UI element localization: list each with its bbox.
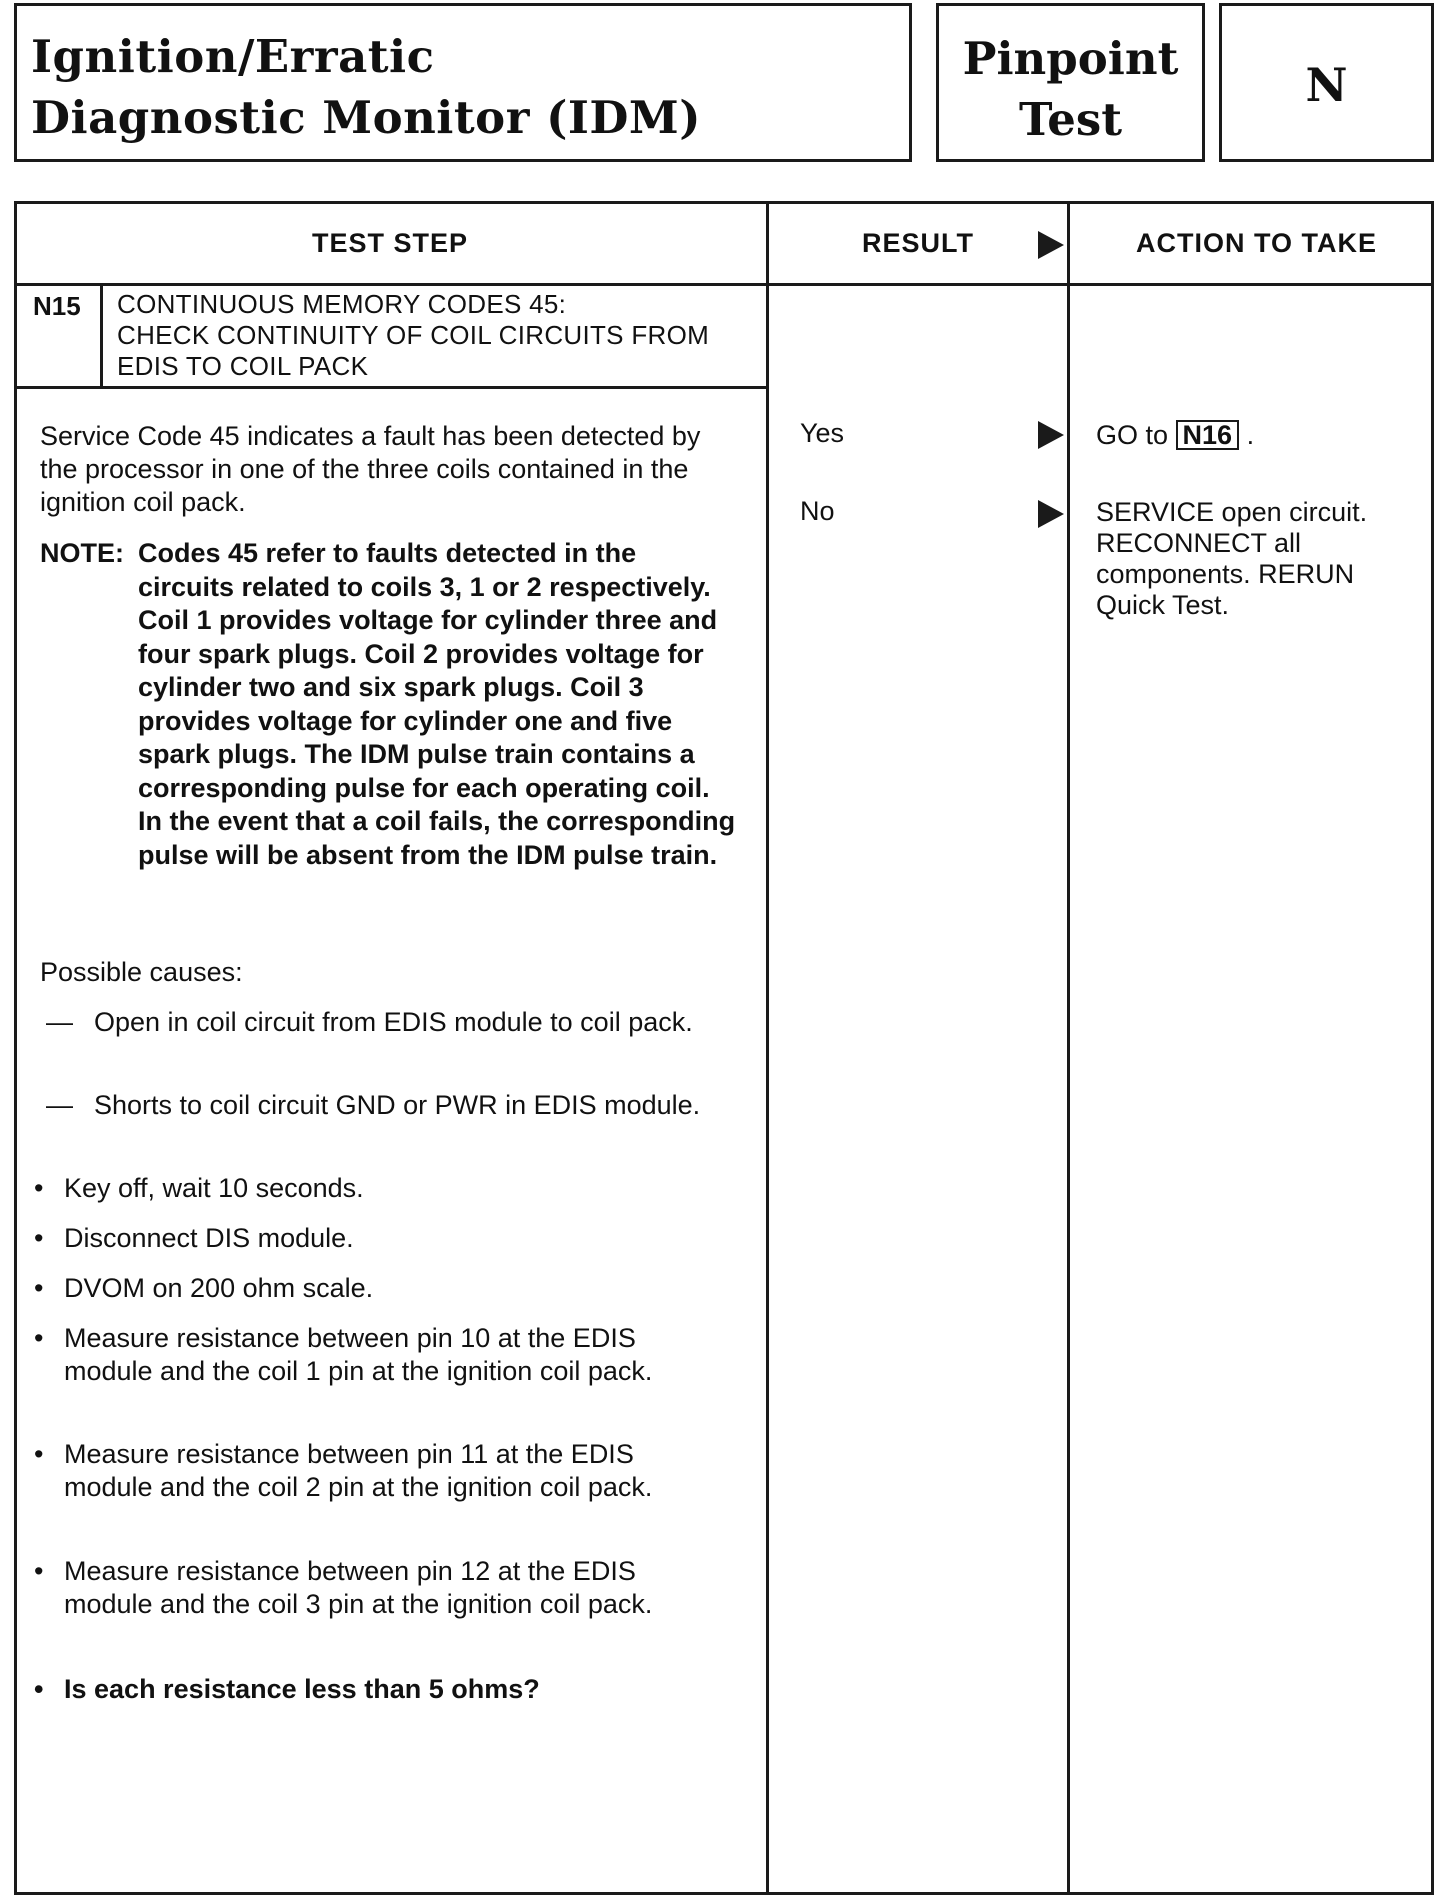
result-yes-arrow-icon bbox=[1038, 421, 1064, 449]
title-box bbox=[14, 3, 912, 162]
procedure-text: DVOM on 200 ohm scale. bbox=[64, 1273, 374, 1303]
possible-causes-label: Possible causes: bbox=[40, 957, 243, 987]
step-title-line-2: CHECK CONTINUITY OF COIL CIRCUITS FROM bbox=[117, 320, 710, 350]
column-header-result: RESULT bbox=[862, 228, 974, 258]
column-header-action: ACTION TO TAKE bbox=[1136, 228, 1377, 258]
step-reference-link[interactable]: N16 bbox=[1176, 420, 1240, 450]
result-no: No bbox=[800, 496, 835, 526]
result-yes: Yes bbox=[800, 418, 845, 448]
bullet-marker: • bbox=[34, 1223, 44, 1253]
question-text: Is each resistance less than 5 ohms? bbox=[64, 1674, 540, 1704]
pinpoint-test-box bbox=[936, 3, 1205, 162]
procedure-text: Measure resistance between pin 11 at the EDIS module and the coil 2 pin at the ignition coil pack. bbox=[64, 1439, 653, 1502]
procedure-text: Measure resistance between pin 10 at the EDIS module and the coil 1 pin at the ignition coil pack. bbox=[64, 1323, 653, 1386]
step-intro-paragraph: Service Code 45 indicates a fault has been detected by the processor in one of the three coils contained in the ignition coil pack. bbox=[40, 421, 701, 517]
page-title bbox=[31, 26, 701, 148]
bullet-marker: • bbox=[34, 1674, 44, 1704]
result-no-arrow-icon bbox=[1038, 500, 1064, 528]
step-title-line-1: CONTINUOUS MEMORY CODES 45: bbox=[117, 289, 567, 319]
action-yes bbox=[1096, 420, 1416, 451]
test-letter-box bbox=[1219, 3, 1434, 162]
column-header-test-step: TEST STEP bbox=[312, 228, 469, 258]
step-title bbox=[117, 289, 709, 382]
test-letter: N bbox=[1305, 58, 1348, 112]
cause-text: Shorts to coil circuit GND or PWR in EDIS module. bbox=[94, 1090, 701, 1120]
title-line-2: Diagnostic Monitor (IDM) bbox=[31, 91, 702, 144]
step-title-bottom-line bbox=[14, 386, 769, 389]
action-no: SERVICE open circuit. RECONNECT all components. RERUN Quick Test. bbox=[1096, 497, 1368, 620]
column-divider-result bbox=[766, 201, 769, 1895]
test-label: Test bbox=[1018, 93, 1123, 146]
bullet-marker: • bbox=[34, 1556, 44, 1586]
action-go-to-text: GO to bbox=[1096, 420, 1169, 450]
column-divider-action bbox=[1067, 201, 1070, 1895]
action-period: . bbox=[1246, 420, 1255, 450]
procedure-text: Measure resistance between pin 12 at the EDIS module and the coil 3 pin at the ignition coil pack. bbox=[64, 1556, 653, 1619]
result-arrow-icon bbox=[1038, 231, 1064, 259]
dash-marker: — bbox=[46, 1007, 73, 1037]
step-id-divider bbox=[100, 283, 103, 388]
procedure-text: Key off, wait 10 seconds. bbox=[64, 1173, 364, 1203]
bullet-marker: • bbox=[34, 1323, 44, 1353]
bullet-marker: • bbox=[34, 1439, 44, 1469]
procedure-text: Disconnect DIS module. bbox=[64, 1223, 354, 1253]
step-id: N15 bbox=[33, 291, 81, 321]
bullet-marker: • bbox=[34, 1273, 44, 1303]
pinpoint-label: Pinpoint bbox=[962, 32, 1179, 85]
note-label: NOTE: bbox=[40, 538, 124, 568]
note-text: Codes 45 refer to faults detected in the circuits related to coils 3, 1 or 2 respectively. Coil 1 provides voltage for cylinder three and four spark plugs. Coil 2 provides voltage for cylinder two and six spark plugs. Coil 3 provides voltage for cylinder one and five spark plugs. The IDM pulse train contains a corresponding pulse for each operating coil. In the event that a coil fails, the corresponding pulse will be absent from the IDM pulse train. bbox=[138, 538, 736, 870]
dash-marker: — bbox=[46, 1090, 73, 1120]
header-row-divider bbox=[14, 283, 1434, 286]
bullet-marker: • bbox=[34, 1173, 44, 1203]
title-line-1: Ignition/Erratic bbox=[31, 30, 435, 83]
cause-text: Open in coil circuit from EDIS module to coil pack. bbox=[94, 1007, 693, 1037]
step-title-line-3: EDIS TO COIL PACK bbox=[117, 351, 369, 381]
